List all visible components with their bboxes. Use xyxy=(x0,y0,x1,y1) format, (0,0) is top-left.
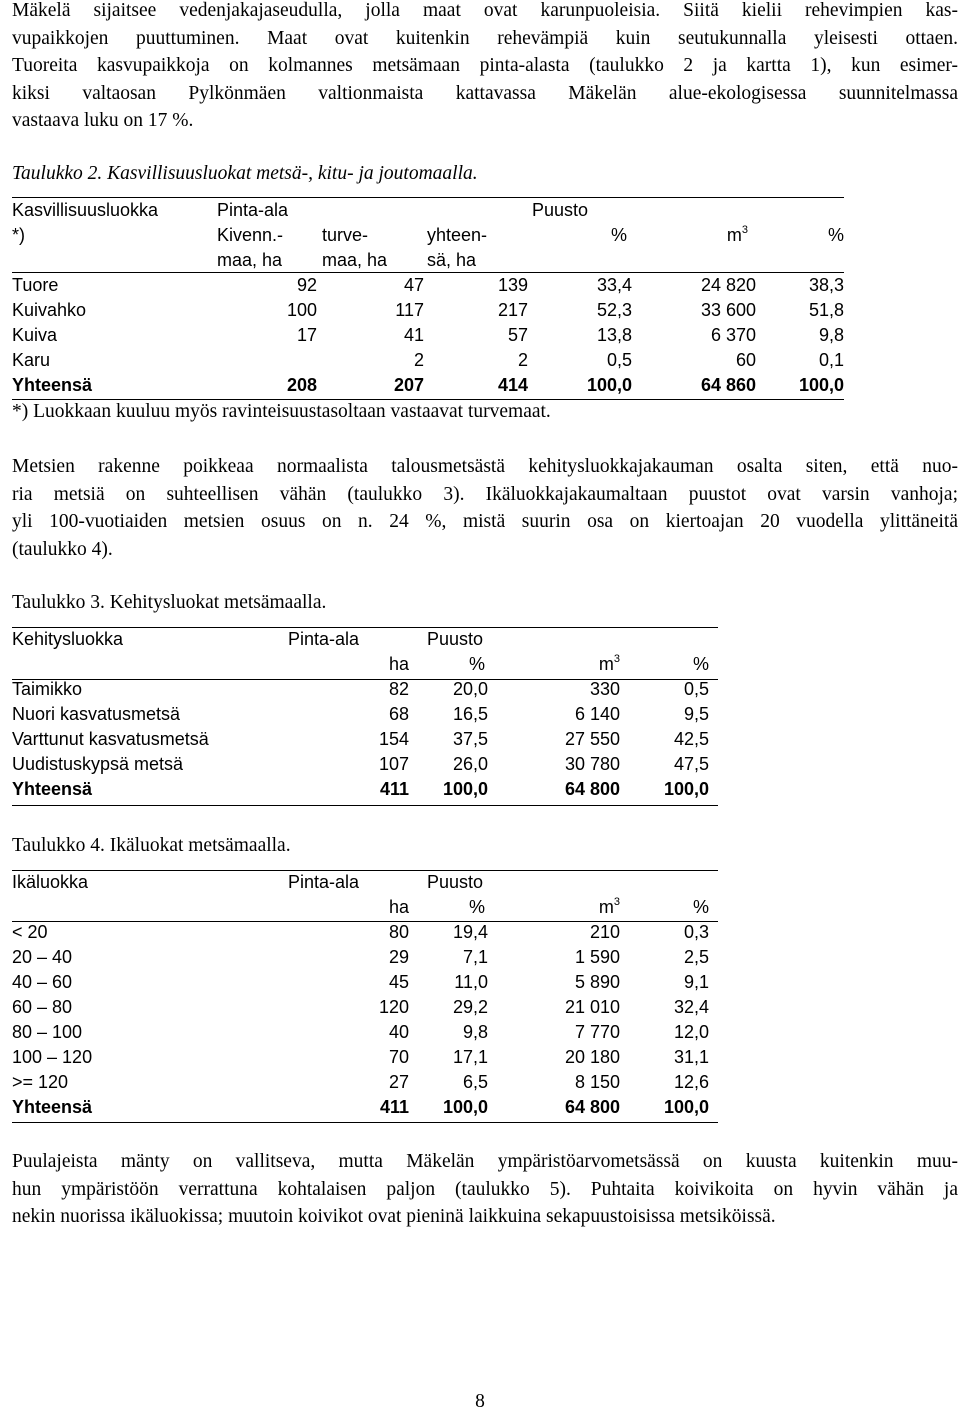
col-class: Ikäluokka xyxy=(12,872,89,892)
col-kivenn-unit: maa, ha xyxy=(217,250,283,270)
table4-header-rule xyxy=(12,921,718,922)
intro-line: kiksi valtaosan Pylkönmäen valtionmaista kattavassa Mäkelän alue-ekologisessa suunnitelmassa xyxy=(12,82,958,104)
table3-header-row2 xyxy=(12,653,709,678)
table-row: Uudistuskypsä metsä 107 26,0 30 780 47,5 xyxy=(12,754,709,774)
col-m3: $m^3$ xyxy=(726,224,748,245)
col-ha: ha xyxy=(388,897,409,917)
table2-header-row2 xyxy=(12,224,844,249)
col-m3: $m^3$ xyxy=(598,896,620,917)
table2 xyxy=(12,199,844,399)
table3 xyxy=(12,628,709,803)
col-area: Pinta-ala xyxy=(288,629,360,649)
col-area: Pinta-ala xyxy=(217,200,289,220)
table-total-row: Yhteensä 411 100,0 64 800 100,0 xyxy=(12,779,709,799)
intro-line: Tuoreita kasvupaikkoja on kolmannes metsämaan pinta-alasta (taulukko 2 ja kartta 1), kun esimer- xyxy=(12,55,958,76)
table-row: >= 120 27 6,5 8 150 12,6 xyxy=(12,1072,709,1092)
end-line: nekin nuorissa ikäluokissa; muutoin koivikot ovat pieninä laikkuina sekapuustoisissa metsiköissä. xyxy=(12,1206,776,1227)
mid-line: ria metsiä on suhteellisen vähän (taulukko 3). Ikäluokkajakaumaltaan puustot ovat varsin vanhoja; xyxy=(12,483,958,505)
col-pct2: % xyxy=(827,225,844,245)
table2-caption: Taulukko 2. Kasvillisuusluokat metsä-, kitu- ja joutomaalla. xyxy=(12,163,478,184)
col-pct: % xyxy=(610,225,627,245)
table-row: Taimikko 82 20,0 330 0,5 xyxy=(12,679,709,699)
table2-top-rule xyxy=(12,197,844,198)
table3-header-rule xyxy=(12,679,718,680)
col-pct: % xyxy=(468,654,485,674)
end-line: hun ympäristöön verrattuna kohtalaisen paljon (taulukko 5). Puhtaita koivikoita on hyvin vähän ja xyxy=(12,1178,958,1200)
intro-line: Mäkelä sijaitsee vedenjakajaseudulla, jolla maat ovat karunpuoleisia. Siitä kielii rehevimpien kas- xyxy=(12,0,958,21)
col-yhteensa: yhteen- xyxy=(427,225,488,245)
table-row: Varttunut kasvatusmetsä 154 37,5 27 550 42,5 xyxy=(12,729,709,749)
table4-caption: Taulukko 4. Ikäluokat metsämaalla. xyxy=(12,835,291,856)
col-turve: turve- xyxy=(322,225,369,245)
table-row: < 20 80 19,4 210 0,3 xyxy=(12,922,709,942)
col-puusto: Puusto xyxy=(427,872,484,892)
table-row: 100 – 120 70 17,1 20 180 31,1 xyxy=(12,1047,709,1067)
end-paragraph xyxy=(12,1148,958,1231)
table4-top-rule xyxy=(12,870,718,871)
table3-top-rule xyxy=(12,627,718,628)
table3-header-row1 xyxy=(12,628,709,653)
table-row: Nuori kasvatusmetsä 68 16,5 6 140 9,5 xyxy=(12,704,709,724)
col-turve-unit: maa, ha xyxy=(322,250,388,270)
col-class-note: *) xyxy=(12,225,25,245)
col-puusto: Puusto xyxy=(532,200,589,220)
table4-header-row2 xyxy=(12,896,709,921)
table4-header-row1 xyxy=(12,871,709,896)
col-ha: ha xyxy=(388,654,409,674)
page-number: 8 xyxy=(475,1391,485,1412)
mid-paragraph xyxy=(12,453,958,563)
table-total-row: Yhteensä 208 207 414 100,0 64 860 100,0 xyxy=(12,375,844,395)
end-line: Puulajeista mänty on vallitseva, mutta Mäkelän ympäristöarvometsässä on kuusta kuitenkin muu- xyxy=(12,1151,958,1172)
table-total-row: Yhteensä 411 100,0 64 800 100,0 xyxy=(12,1097,709,1117)
col-area: Pinta-ala xyxy=(288,872,360,892)
table2-header-row3 xyxy=(12,249,844,274)
table2-footnote: *) Luokkaan kuuluu myös ravinteisuustasoltaan vastaavat turvemaat. xyxy=(12,401,551,422)
table-row: 60 – 80 120 29,2 21 010 32,4 xyxy=(12,997,709,1017)
table-row: 20 – 40 29 7,1 1 590 2,5 xyxy=(12,947,709,967)
table4-bottom-rule xyxy=(12,1122,718,1123)
table-row: Karu 2 2 0,5 60 0,1 xyxy=(12,350,844,370)
mid-line: yli 100-vuotiaiden metsien osuus on n. 24 %, mistä suurin osa on kiertoajan 20 vuodella ylittäneitä xyxy=(12,511,958,532)
intro-line: vupaikkojen puuttuminen. Maat ovat kuitenkin rehevämpiä kuin seutukunnalla yleisesti ottaen. xyxy=(12,27,958,49)
col-pct2: % xyxy=(692,654,709,674)
table-row: Kuiva 17 41 57 13,8 6 370 9,8 xyxy=(12,325,844,345)
table2-header-row1 xyxy=(12,199,844,224)
mid-line: (taulukko 4). xyxy=(12,538,113,560)
table-row: Kuivahko 100 117 217 52,3 33 600 51,8 xyxy=(12,300,844,320)
intro-line: vastaava luku on 17 %. xyxy=(12,110,194,131)
intro-paragraph xyxy=(12,0,958,135)
mid-line: Metsien rakenne poikkeaa normaalista talousmetsästä kehitysluokkajakauman osalta siten, että nuo- xyxy=(12,456,958,477)
table3-bottom-rule xyxy=(12,805,718,806)
col-kivenn: Kivenn.- xyxy=(217,225,284,245)
table-row: 40 – 60 45 11,0 5 890 9,1 xyxy=(12,972,709,992)
table4 xyxy=(12,871,709,1121)
table3-caption: Taulukko 3. Kehitysluokat metsämaalla. xyxy=(12,592,327,613)
table2-header-rule xyxy=(12,272,844,273)
col-class: Kasvillisuusluokka xyxy=(12,200,159,220)
table-row: 80 – 100 40 9,8 7 770 12,0 xyxy=(12,1022,709,1042)
col-m3: $m^3$ xyxy=(598,653,620,674)
col-class: Kehitysluokka xyxy=(12,629,124,649)
col-puusto: Puusto xyxy=(427,629,484,649)
table-row: Tuore 92 47 139 33,4 24 820 38,3 xyxy=(12,275,844,295)
col-yhteensa-unit: sä, ha xyxy=(427,250,477,270)
col-pct: % xyxy=(468,897,485,917)
col-pct2: % xyxy=(692,897,709,917)
